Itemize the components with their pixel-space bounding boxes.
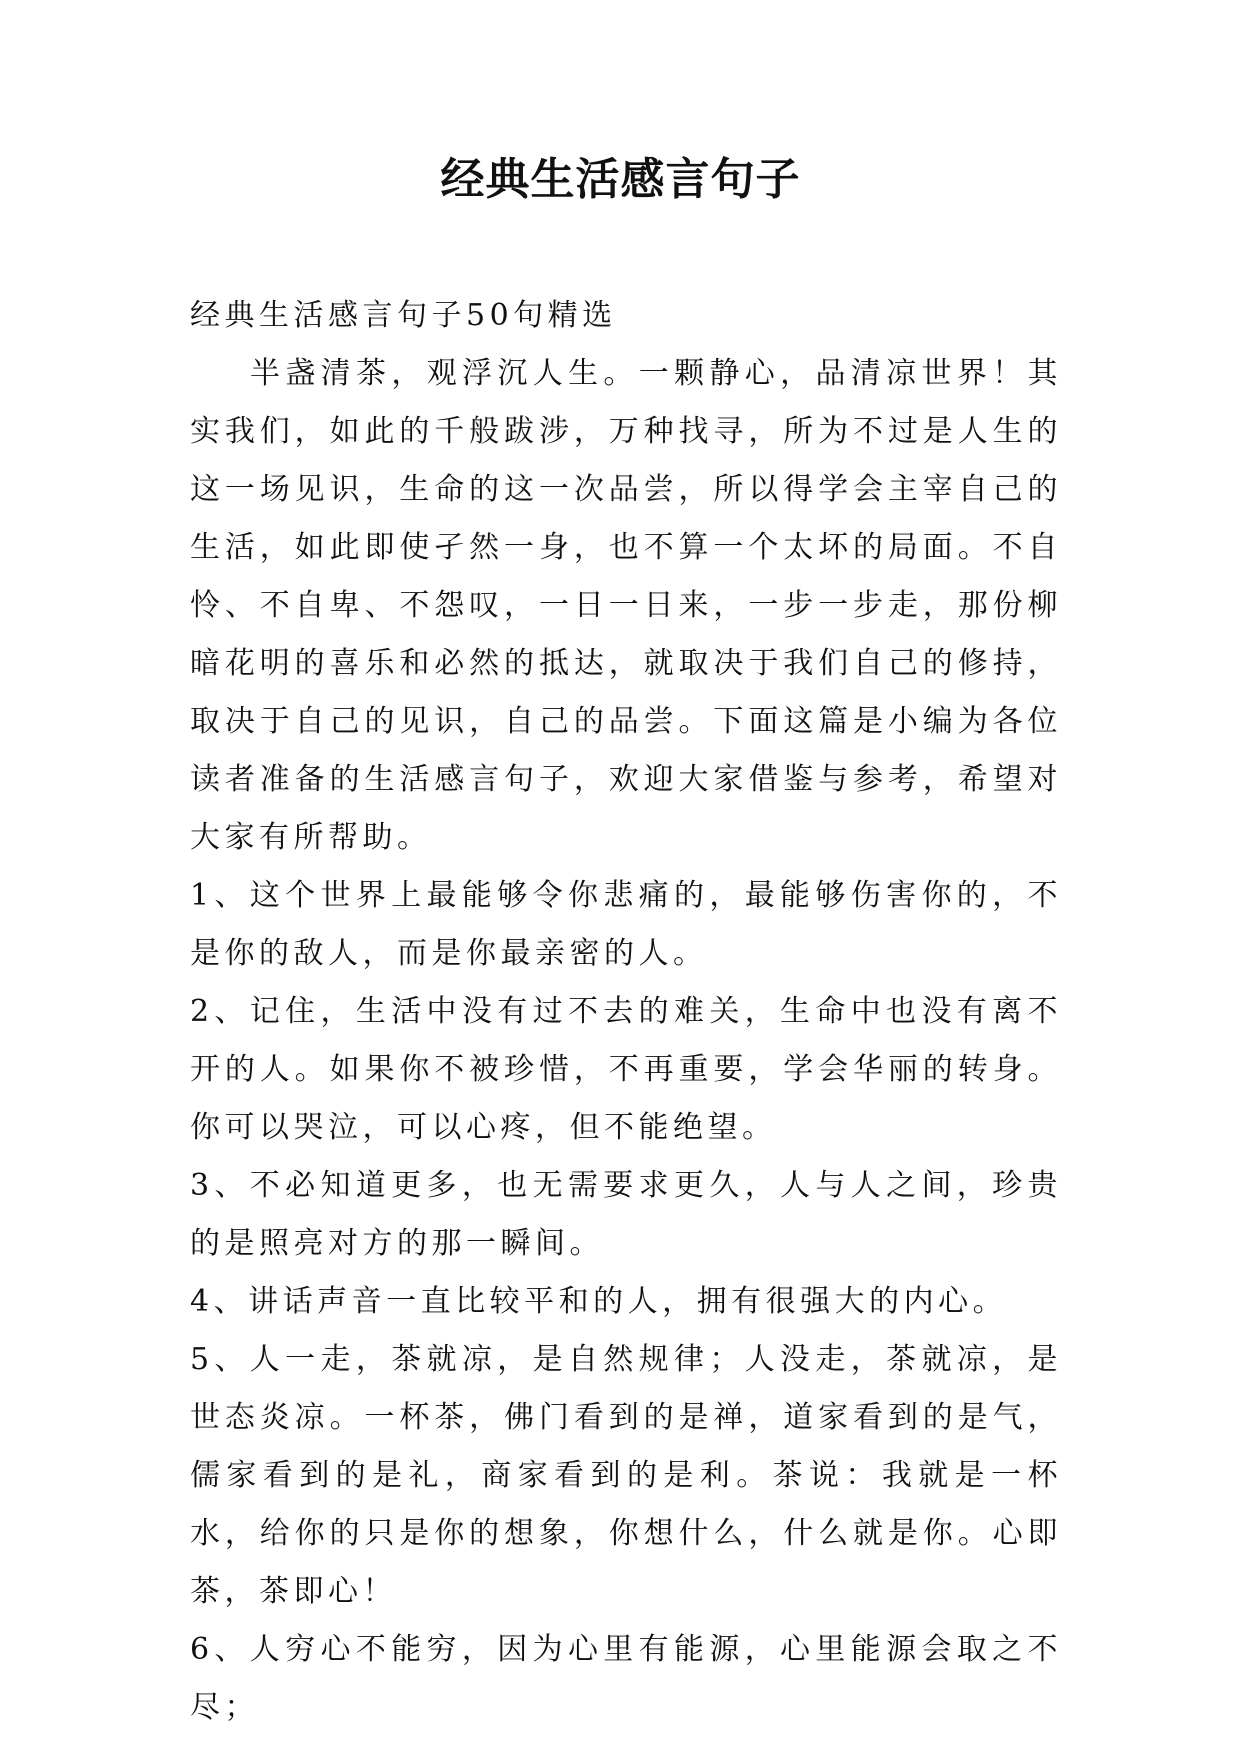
intro-paragraph: 半盏清茶，观浮沉人生。一颗静心，品清凉世界！其实我们，如此的千般跋涉，万种找寻，所为不过是人生的这一场见识，生命的这一次品尝，所以得学会主宰自己的生活，如此即使孑然一身，也不算一个太坏的局面。不自怜、不自卑、不怨叹，一日一日来，一步一步走，那份柳暗花明的喜乐和必然的抵达，就取决于我们自己的修持，取决于自己的见识，自己的品尝。下面这篇是小编为各位读者准备的生活感言句子，欢迎大家借鉴与参考，希望对大家有所帮助。	[190, 356, 1062, 855]
document-subtitle: 经典生活感言句子50句精选	[190, 298, 617, 333]
list-item-5: 5、人一走，茶就凉，是自然规律；人没走，茶就凉，是世态炎凉。一杯茶，佛门看到的是禅，道家看到的是气，儒家看到的是礼，商家看到的是利。茶说：我就是一杯水，给你的只是你的想象，你想什么，什么就是你。心即茶，茶即心！	[190, 1342, 1062, 1609]
document-title: 经典生活感言句子	[440, 154, 801, 205]
list-item-3: 3、不必知道更多，也无需要求更久，人与人之间，珍贵的是照亮对方的那一瞬间。	[190, 1168, 1062, 1261]
list-item-6: 6、人穷心不能穷，因为心里有能源，心里能源会取之不尽；	[190, 1632, 1062, 1725]
list-item-1: 1、这个世界上最能够令你悲痛的，最能够伤害你的，不是你的敌人，而是你最亲密的人。	[190, 878, 1062, 971]
document-body	[190, 287, 1062, 1737]
list-item-4: 4、讲话声音一直比较平和的人，拥有很强大的内心。	[190, 1284, 1008, 1319]
list-item-2: 2、记住，生活中没有过不去的难关，生命中也没有离不开的人。如果你不被珍惜，不再重要，学会华丽的转身。你可以哭泣，可以心疼，但不能绝望。	[190, 994, 1062, 1145]
